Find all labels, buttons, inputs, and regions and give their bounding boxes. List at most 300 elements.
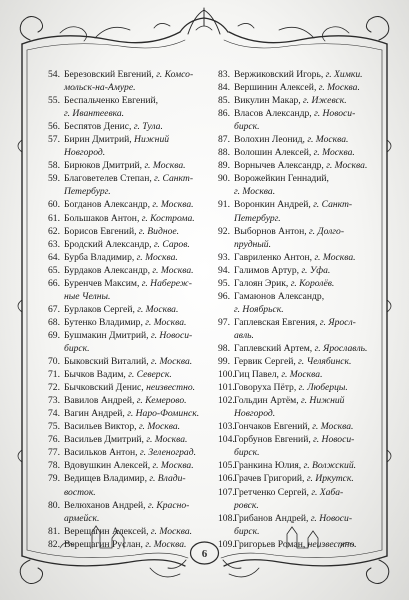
entry-number: 102. (218, 395, 235, 407)
entry-line (64, 107, 208, 120)
entry-number: 83. (218, 69, 230, 80)
entry-city: г. Нижний (301, 395, 345, 407)
entry-number: 107. (218, 486, 235, 498)
entry-city: г. Хаба- (311, 486, 344, 498)
entry-city: г. Москва. (312, 421, 354, 433)
entry-line (234, 107, 378, 120)
entry-city: восток. (64, 486, 96, 498)
entry-number: 86. (218, 108, 230, 120)
entry-city: г. Химки. (325, 69, 363, 80)
entry-line (234, 394, 378, 407)
entry-city: г. Москва. (152, 264, 194, 276)
entry-number: 55. (48, 95, 60, 107)
list-entry (50, 238, 208, 251)
list-entry (50, 459, 208, 472)
entry-number: 76. (48, 434, 60, 446)
entry-number: 82. (48, 538, 60, 550)
entry-line (234, 446, 378, 459)
entry-name: Ворнычев Александр, (234, 160, 327, 172)
left-column (50, 68, 208, 551)
entry-name: Васильев Дмитрий, (64, 434, 147, 446)
entry-name: Волошин Алексей, (234, 147, 314, 159)
entry-name: Гаплевская Евгения, (234, 316, 320, 328)
entry-city: г. Москва. (146, 434, 188, 446)
entry-line (64, 394, 208, 407)
entry-number: 56. (48, 121, 60, 133)
entry-line (64, 472, 208, 485)
entry-number: 106. (218, 473, 235, 485)
entry-line (234, 368, 378, 381)
entry-line (64, 407, 208, 420)
entry-city: г. Зеленоград. (139, 447, 196, 459)
entry-line (234, 525, 378, 538)
entry-name: Большаков Антон, (64, 212, 142, 224)
entry-line (64, 198, 208, 211)
entry-name: Бутенко Владимир, (64, 316, 146, 328)
list-entry (50, 264, 208, 277)
entry-line (234, 146, 378, 159)
entry-city: бирск. (234, 525, 260, 537)
list-entry (50, 68, 208, 94)
entry-city: г. Влади- (149, 473, 186, 485)
entry-city: г. Ижевск. (303, 95, 347, 107)
entry-city: г. Москва. (145, 316, 187, 328)
list-entry (220, 107, 378, 133)
entry-line (64, 342, 208, 355)
entry-line (64, 277, 208, 290)
entry-name: Верещагин Руслан, (64, 538, 146, 550)
entry-name: Гранкина Юлия, (234, 460, 304, 472)
entry-number: 95. (218, 277, 230, 289)
list-entry (220, 277, 378, 290)
list-entry (50, 446, 208, 459)
list-entry (220, 290, 378, 316)
entry-line (234, 159, 378, 172)
entry-city: г. Кострома. (141, 212, 195, 224)
entry-number: 65. (48, 264, 60, 276)
entry-line (64, 81, 208, 94)
entry-city: бирск. (234, 447, 260, 459)
entry-line (64, 316, 208, 329)
entry-number: 73. (48, 395, 60, 407)
entry-city: Новгород. (234, 408, 276, 420)
entry-line (64, 290, 208, 303)
entry-line (234, 407, 378, 420)
entry-line (64, 172, 208, 185)
list-entry (50, 472, 208, 498)
entry-number: 74. (48, 408, 60, 420)
list-entry (220, 133, 378, 146)
entry-number: 90. (218, 173, 230, 185)
entry-city: г. Москва. (152, 460, 194, 472)
entry-number: 99. (218, 356, 230, 368)
entry-city: г. Москва. (144, 160, 186, 172)
entry-line (64, 329, 208, 342)
entry-line (234, 316, 378, 329)
entry-city: г. Наро-Фоминск. (127, 408, 200, 420)
list-entry (50, 368, 208, 381)
entry-number: 100. (218, 369, 235, 381)
entry-number: 70. (48, 356, 60, 368)
entry-city: г. Уфа. (301, 264, 331, 276)
list-entry (50, 381, 208, 394)
entry-line (64, 499, 208, 512)
entry-line (64, 433, 208, 446)
entry-city: г. Москва. (151, 356, 193, 368)
list-entry (220, 68, 378, 81)
entry-line (64, 486, 208, 499)
entry-name: Вагин Андрей, (64, 408, 128, 420)
entry-city: г. Иркутск. (306, 473, 354, 485)
list-entry (220, 316, 378, 342)
entry-number: 60. (48, 199, 60, 211)
entry-line (64, 68, 208, 81)
entry-name: Бушмакин Дмитрий, (64, 329, 151, 341)
entry-number: 104. (218, 434, 235, 446)
entry-city: г. Москва. (150, 525, 193, 537)
entry-name: Велюханов Андрей, (64, 499, 148, 511)
entry-name: Верещагин Алексей, (64, 525, 151, 537)
entry-name: Бурлаков Сергей, (64, 303, 138, 315)
list-entry (220, 81, 378, 94)
entry-number: 79. (48, 473, 60, 485)
entry-city: г. Королёв. (290, 277, 335, 289)
entry-line (64, 525, 208, 538)
entry-line (234, 133, 378, 146)
entry-number: 89. (218, 160, 230, 172)
list-entry (50, 433, 208, 446)
entry-number: 59. (48, 173, 60, 185)
list-entry (50, 212, 208, 225)
entry-city: г. Кемерово. (136, 395, 187, 407)
entry-line (64, 512, 208, 525)
entry-number: 66. (48, 277, 60, 289)
entry-number: 93. (218, 251, 230, 263)
entry-name: Грачев Григорий, (234, 473, 307, 485)
entry-name: Бычков Вадим, (64, 369, 129, 381)
entry-number: 87. (218, 134, 230, 146)
entry-city: г. Видное. (138, 225, 180, 237)
list-entry (220, 368, 378, 381)
list-entry (220, 486, 378, 512)
list-entry (50, 303, 208, 316)
entry-number: 72. (48, 382, 60, 394)
entry-line (234, 303, 378, 316)
list-entry (50, 120, 208, 133)
entry-name: Гаплевский Артем, (234, 342, 315, 354)
entry-line (234, 433, 378, 446)
list-entry (50, 225, 208, 238)
entry-line (234, 172, 378, 185)
entry-city: г. Москва. (313, 147, 355, 159)
entry-number: 101. (218, 382, 235, 394)
entry-city: г. Северск. (128, 369, 172, 381)
entry-city: г. Москва. (307, 134, 349, 146)
entry-city: г. Ноябрьск. (234, 303, 284, 315)
entry-number: 71. (48, 369, 60, 381)
entry-city: ровск. (234, 499, 259, 511)
list-entry (220, 251, 378, 264)
entry-city: мольск-на-Амуре. (64, 82, 136, 94)
entry-city: Петербург. (234, 212, 281, 224)
list-entry (50, 407, 208, 420)
entry-name: Березовский Евгений, (64, 69, 157, 80)
entry-number: 77. (48, 447, 60, 459)
list-entry (220, 355, 378, 368)
entry-city: г. Санкт- (154, 173, 194, 185)
list-entry (50, 420, 208, 433)
entry-number: 97. (218, 316, 230, 328)
entry-city: г. Москва. (136, 251, 178, 263)
entry-number: 84. (218, 82, 230, 94)
entry-city: прудный. (234, 238, 272, 250)
entry-line (234, 120, 378, 133)
entry-city: г. Москва. (152, 199, 194, 211)
entry-number: 63. (48, 238, 60, 250)
entry-name: Быковский Виталий, (64, 356, 152, 368)
entry-line (234, 355, 378, 368)
entry-line (64, 133, 208, 146)
list-entry (220, 472, 378, 485)
entry-number: 57. (48, 134, 60, 146)
entry-name: Выборнов Антон, (234, 225, 310, 237)
list-entry (220, 394, 378, 420)
entry-line (234, 381, 378, 394)
entry-name: Власов Александр, (234, 108, 315, 120)
entry-line (64, 420, 208, 433)
entry-line (64, 264, 208, 277)
entry-line (234, 459, 378, 472)
entry-name: Ведищев Владимир, (64, 473, 150, 485)
entry-line (234, 251, 378, 264)
entry-name: Вержиковский Игорь, (234, 69, 326, 80)
entry-name: Бурдаков Александр, (64, 264, 153, 276)
entry-city: г. Москва. (318, 82, 360, 94)
entry-city: г. Москва. (281, 369, 323, 381)
entry-line (234, 499, 378, 512)
entry-line (64, 381, 208, 394)
entry-city: г. Люберцы. (298, 382, 348, 394)
list-entry (220, 420, 378, 433)
entry-city: г. Комсо- (156, 69, 194, 80)
entry-name: Воронкин Андрей, (234, 199, 314, 211)
entry-line (234, 277, 378, 290)
entry-city: г. Новоси- (310, 512, 353, 524)
entry-city: г. Москва. (145, 538, 187, 550)
entry-name: Гамаюнов Александр, (234, 290, 325, 302)
entry-line (64, 94, 208, 107)
entry-line (64, 146, 208, 159)
entry-name: Гретченко Сергей, (234, 486, 312, 498)
entry-city: г. Челябинск. (298, 356, 352, 368)
entry-name: Галоян Эрик, (234, 277, 291, 289)
entry-name: Гервик Сергей, (234, 356, 299, 368)
entry-number: 54. (48, 69, 60, 80)
entry-name: Вавилов Андрей, (64, 395, 137, 407)
entry-number: 94. (218, 264, 230, 276)
entry-city: г. Новоси- (313, 434, 355, 446)
entry-number: 61. (48, 212, 60, 224)
list-entry (220, 198, 378, 224)
entry-name: Горбунов Евгений, (234, 434, 314, 446)
list-entry (50, 277, 208, 303)
entry-line (234, 94, 378, 107)
entry-city: бирск. (234, 121, 260, 133)
entry-line (64, 303, 208, 316)
entry-name: Говоруха Пётр, (234, 382, 299, 394)
list-entry (220, 264, 378, 277)
entry-city: г. Тула. (133, 121, 163, 133)
entry-number: 67. (48, 303, 60, 315)
entry-name: Волохин Леонид, (234, 134, 308, 146)
entry-number: 64. (48, 251, 60, 263)
entry-name: Гольдин Артём, (234, 395, 302, 407)
entry-line (234, 342, 378, 355)
page-number: 6 (201, 548, 208, 560)
entry-city: г. Ярославль. (314, 342, 368, 354)
entry-line (234, 486, 378, 499)
entry-line (234, 264, 378, 277)
entry-number: 58. (48, 160, 60, 172)
entry-name: Грибанов Андрей, (234, 512, 311, 524)
list-entry (50, 525, 208, 538)
list-entry (50, 499, 208, 525)
entry-number: 78. (48, 460, 60, 472)
entry-city: неизвестно. (146, 382, 196, 394)
entry-number: 88. (218, 147, 230, 159)
entry-number: 92. (218, 225, 230, 237)
entry-city: Новгород. (64, 147, 106, 159)
entry-line (64, 159, 208, 172)
entry-city: г. Новоси- (150, 329, 193, 341)
entry-line (234, 420, 378, 433)
entry-name: Галимов Артур, (234, 264, 302, 276)
entry-city: г. Саров. (153, 238, 190, 250)
entry-city: неизвестно. (307, 538, 357, 550)
entry-name: Борисов Евгений, (64, 225, 139, 237)
entry-number: 81. (48, 525, 60, 537)
entry-line (64, 355, 208, 368)
entry-line (64, 459, 208, 472)
list-entry (50, 172, 208, 198)
entry-name: Гавриленко Антон, (234, 251, 315, 263)
entry-name: Беспятов Денис, (64, 121, 134, 133)
entry-number: 91. (218, 199, 230, 211)
entry-number: 75. (48, 421, 60, 433)
entry-name: Бирин Дмитрий, (64, 134, 135, 146)
entry-name: Васильков Антон, (64, 447, 140, 459)
entry-line (64, 238, 208, 251)
entry-number: 109. (218, 538, 235, 550)
entry-city: авль. (234, 329, 254, 341)
entry-city: Нижний (134, 134, 170, 146)
entry-number: 80. (48, 499, 60, 511)
entry-city: г. Москва. (314, 251, 356, 263)
list-entry (220, 342, 378, 355)
list-entry (220, 433, 378, 459)
entry-number: 85. (218, 95, 230, 107)
entry-city: г. Волжский. (303, 460, 357, 472)
entry-line (234, 329, 378, 342)
entry-line (234, 512, 378, 525)
entry-city: г. Москва. (326, 160, 368, 172)
entry-city: г. Красно- (147, 499, 190, 511)
entry-name: Гончаков Евгений, (234, 421, 313, 433)
entry-line (64, 120, 208, 133)
entry-city: Петербург. (64, 186, 111, 198)
entry-line (234, 238, 378, 251)
list-entry (220, 512, 378, 538)
list-entry (50, 251, 208, 264)
list-entry (50, 394, 208, 407)
entry-line (64, 368, 208, 381)
entry-name: Богданов Александр, (64, 199, 153, 211)
entry-line (234, 212, 378, 225)
list-entry (220, 381, 378, 394)
entry-city: г. Новоси- (314, 108, 356, 120)
entry-city: ные Челны. (64, 290, 111, 302)
list-entry (50, 198, 208, 211)
list-entry (220, 225, 378, 251)
entry-name: Буренчев Максим, (64, 277, 142, 289)
list-entry (50, 355, 208, 368)
entry-city: г. Долго- (309, 225, 345, 237)
entry-city: г. Ивантеевка. (64, 108, 125, 120)
list-entry (50, 316, 208, 329)
entry-city: г. Набереж- (141, 277, 192, 289)
list-entry (50, 133, 208, 159)
entry-name: Бирюков Дмитрий, (64, 160, 145, 172)
entry-city: г. Москва. (138, 421, 181, 433)
entry-city: г. Санкт- (313, 199, 353, 211)
list-entry (220, 159, 378, 172)
entry-line (234, 81, 378, 94)
entry-number: 69. (48, 329, 60, 341)
entry-city: г. Москва. (234, 186, 276, 198)
entry-line (64, 446, 208, 459)
entry-name: Гиц Павел, (234, 369, 282, 381)
entry-number: 68. (48, 316, 60, 328)
entry-name: Васильев Виктор, (64, 421, 139, 433)
list-entry (220, 172, 378, 198)
entry-number: 103. (218, 421, 235, 433)
entry-number: 108. (218, 512, 235, 524)
entry-number: 62. (48, 225, 60, 237)
entry-line (234, 290, 378, 303)
entry-city: г. Москва. (137, 303, 179, 315)
entry-name: Бурба Владимир, (64, 251, 137, 263)
entry-city: армейск. (64, 512, 100, 524)
entry-line (64, 212, 208, 225)
entry-line (64, 185, 208, 198)
right-column (220, 68, 378, 551)
list-entry (220, 146, 378, 159)
list-entry (50, 159, 208, 172)
entry-line (64, 225, 208, 238)
entry-line (234, 225, 378, 238)
entry-city: г. Яросл- (319, 316, 356, 328)
entry-name: Вершинин Алексей, (234, 82, 319, 94)
entry-name: Бродский Александр, (64, 238, 154, 250)
entry-name: Ворожейкин Геннадий, (234, 173, 329, 185)
entry-number: 96. (218, 290, 230, 302)
entry-city: бирск. (64, 342, 90, 354)
entry-number: 98. (218, 342, 230, 354)
entry-line (64, 251, 208, 264)
entry-name: Вдовушкин Алексей, (64, 460, 153, 472)
entry-name: Беспальченко Евгений, (64, 95, 159, 107)
entry-name: Благоветелев Степан, (64, 173, 155, 185)
